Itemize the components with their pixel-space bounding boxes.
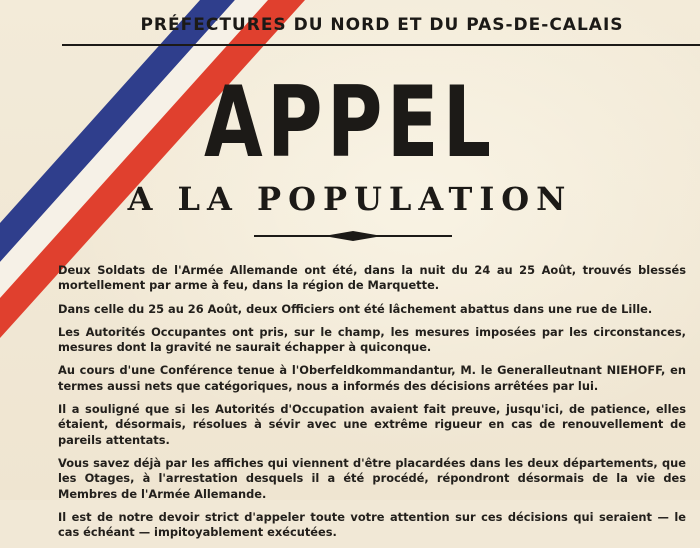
announcement-body bbox=[58, 263, 686, 548]
paragraph: Au cours d'une Conférence tenue à l'Oberfeldkommandantur, M. le Generalleutnant NIEHOFF, en termes aussi nets que catégoriques, nous a informés des décisions arrêtées par lui. bbox=[58, 363, 686, 393]
poster-subtitle: A LA POPULATION bbox=[127, 180, 573, 218]
paragraph: Les Autorités Occupantes ont pris, sur le champ, les mesures imposées par les circonstances, mesures dont la gravité ne saurait échapper à quiconque. bbox=[58, 324, 686, 355]
paragraph: Dans celle du 25 au 26 Août, deux Officiers ont été lâchement abattus dans une rue de Lille. bbox=[58, 301, 653, 316]
paragraph: Deux Soldats de l'Armée Allemande ont été, dans la nuit du 24 au 25 Août, trouvés blessés mortellement par arme à feu, dans la région de Marquette. bbox=[58, 263, 686, 293]
prefecture-heading: PRÉFECTURES DU NORD ET DU PAS-DE-CALAIS bbox=[140, 15, 624, 35]
paragraph: Il a souligné que si les Autorités d'Occupation avaient fait preuve, jusqu'ici, de patience, elles étaient, désormais, résolues à sévir avec une extrême rigueur en cas de renouvellement de pareils attentats. bbox=[58, 402, 686, 447]
ornamental-rule bbox=[254, 231, 452, 241]
paragraph: Il est de notre devoir strict d'appeler toute votre attention sur ces décisions qui seraient — le cas échéant — impitoyablement exécutées. bbox=[58, 509, 686, 540]
poster-title: APPEL bbox=[204, 66, 496, 180]
paragraph: Vous savez déjà par les affiches qui viennent d'être placardées dans les deux départements, que les Otages, à l'arrestation desquels il a été procédé, répondront désormais de la vie des Membres de l'Armée Allemande. bbox=[58, 455, 686, 501]
header-rule bbox=[62, 44, 700, 46]
